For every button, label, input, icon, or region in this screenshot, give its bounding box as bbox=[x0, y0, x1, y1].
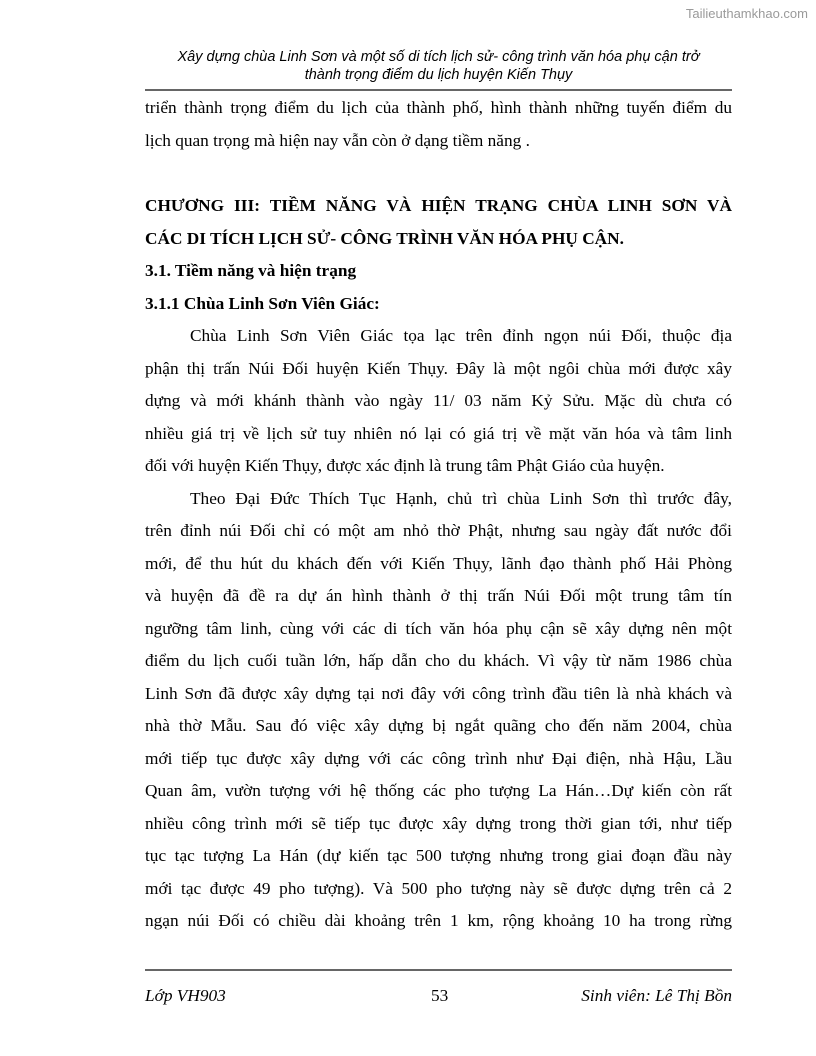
subsection-heading: 3.1.1 Chùa Linh Sơn Viên Giác: bbox=[145, 294, 380, 313]
footer-class: Lớp VH903 bbox=[145, 986, 226, 1005]
section-heading: 3.1. Tiềm năng và hiện trạng bbox=[145, 261, 357, 280]
body-line: lịch quan trọng mà hiện nay vẫn còn ở dạng tiềm năng . bbox=[145, 131, 530, 150]
body-line: mới tạc được 49 pho tượng). Và 500 pho tượng này sẽ được dựng trên cả 2 bbox=[145, 879, 732, 898]
footer-student: Sinh viên: Lê Thị Bồn bbox=[581, 986, 732, 1005]
body-line: điểm du lịch cuối tuần lớn, hấp dẫn cho du khách. Vì vậy từ năm 1986 chùa bbox=[145, 651, 732, 670]
body-line: mới, để thu hút du khách đến với Kiến Thụy, lãnh đạo thành phố Hải Phòng bbox=[145, 554, 732, 573]
chapter-title: CHƯƠNG III: TIỀM NĂNG VÀ HIỆN TRẠNG CHÙA LINH SƠN VÀ bbox=[145, 196, 732, 215]
body-line: đối với huyện Kiến Thụy, được xác định là trung tâm Phật Giáo của huyện. bbox=[145, 456, 665, 475]
body-line: triển thành trọng điểm du lịch của thành phố, hình thành những tuyến điểm du bbox=[145, 98, 732, 117]
body-line: trên đỉnh núi Đối chỉ có một am nhỏ thờ Phật, nhưng sau ngày đất nước đổi bbox=[145, 521, 732, 540]
body-line: Theo Đại Đức Thích Tục Hạnh, chủ trì chùa Linh Sơn thì trước đây, bbox=[190, 489, 732, 508]
body-line: nhiều giá trị về lịch sử tuy nhiên nó lại có giá trị về mặt văn hóa và tâm linh bbox=[145, 424, 732, 443]
body-line: ngưỡng tâm linh, cùng với các di tích văn hóa phụ cận sẽ xây dựng nên một bbox=[145, 619, 732, 638]
chapter-title: CÁC DI TÍCH LỊCH SỬ- CÔNG TRÌNH VĂN HÓA PHỤ CẬN. bbox=[145, 229, 624, 248]
body-line: và huyện đã đề ra dự án hình thành ở thị trấn Núi Đối một trung tâm tín bbox=[145, 586, 732, 605]
body-line: mới tiếp tục được xây dựng với các công trình như Đại điện, nhà Hậu, Lầu bbox=[145, 749, 732, 768]
header-rule bbox=[145, 89, 732, 91]
body-line: tục tạc tượng La Hán (dự kiến tạc 500 tượng nhưng trong giai đoạn đầu này bbox=[145, 846, 732, 865]
body-line: ngạn núi Đối có chiều dài khoảng trên 1 km, rộng khoảng 10 ha trong rừng bbox=[145, 911, 732, 930]
footer-rule bbox=[145, 969, 732, 971]
body-line: nhiều công trình mới sẽ tiếp tục được xây dựng trong thời gian tới, như tiếp bbox=[145, 814, 732, 833]
body-line: nhà thờ Mẫu. Sau đó việc xây dựng bị ngắt quãng cho đến năm 2004, chùa bbox=[145, 716, 732, 735]
body-line: phận thị trấn Núi Đối huyện Kiến Thụy. Đây là một ngôi chùa mới được xây bbox=[145, 359, 732, 378]
running-header bbox=[145, 48, 732, 84]
body-line: Quan âm, vườn tượng với hệ thống các pho tượng La Hán…Dự kiến còn rất bbox=[145, 781, 732, 800]
body-line: dựng và mới khánh thành vào ngày 11/ 03 năm Kỷ Sửu. Mặc dù chưa có bbox=[145, 391, 732, 410]
watermark: Tailieuthamkhao.com bbox=[685, 6, 808, 21]
header-line: thành trọng điểm du lịch huyện Kiến Thụy bbox=[304, 67, 573, 83]
body-line: Chùa Linh Sơn Viên Giác tọa lạc trên đỉnh ngọn núi Đối, thuộc địa bbox=[190, 326, 732, 345]
header-line: Xây dựng chùa Linh Sơn và một số di tích lịch sử- công trình văn hóa phụ cận trở bbox=[177, 49, 700, 65]
body-line: Linh Sơn đã được xây dựng tại nơi đây với công trình đầu tiên là nhà khách và bbox=[145, 684, 732, 703]
page-number: 53 bbox=[431, 986, 449, 1005]
